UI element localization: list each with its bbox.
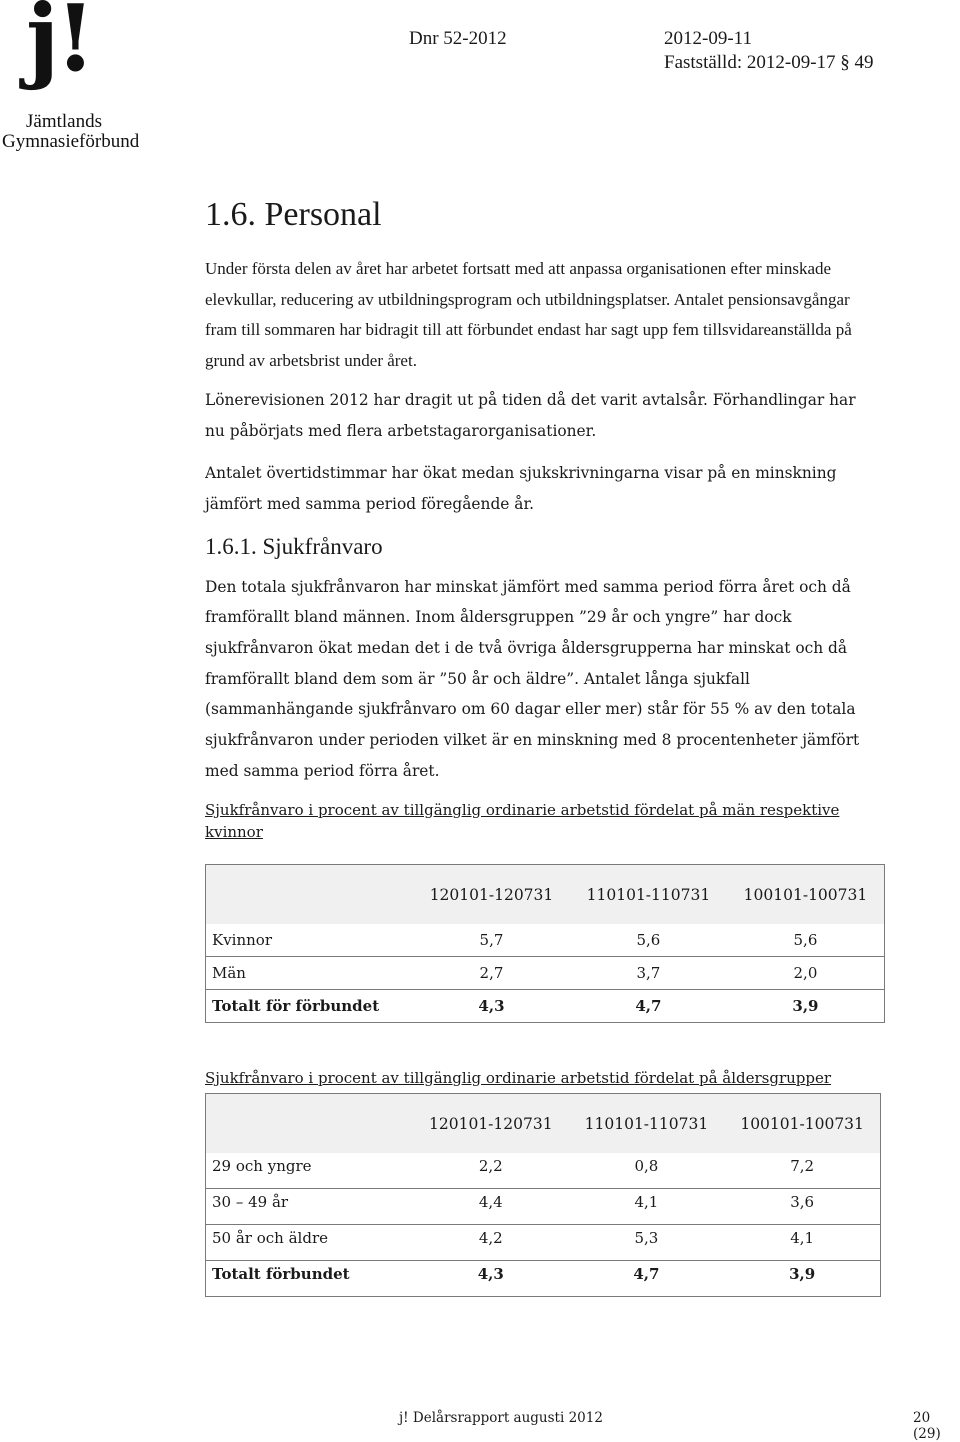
row-label: Totalt förbundet — [206, 1261, 414, 1297]
table-row — [206, 1189, 881, 1225]
table-row — [206, 957, 885, 990]
cell-value: 7,2 — [724, 1153, 880, 1189]
column-header: 120101-120731 — [413, 1094, 569, 1154]
cell-value: 5,3 — [569, 1225, 725, 1261]
column-header: 110101-110731 — [569, 1094, 725, 1154]
cell-value: 4,3 — [413, 990, 570, 1023]
cell-value: 3,9 — [724, 1261, 880, 1297]
paragraph-sick-leave: Den totala sjukfrånvaron har minskat jämfört med samma period förra året och då framförallt bland männen. Inom åldersgruppen ”29 år och yngre” har dock sjukfrånvaron ökat medan det i de två övriga åldersgrupperna har minskat och då framförallt bland dem som är ”50 år och äldre”. Antalet långa sjukfall (sammanhängande sjukfrånvaro om 60 dagar eller mer) står för 55 % av den totala sjukfrånvaron under perioden vilket är en minskning med 8 procentenheter jämfört med samma period förra året. — [205, 577, 860, 780]
table-row — [206, 1225, 881, 1261]
column-header: 100101-100731 — [727, 865, 885, 925]
cell-value: 4,1 — [569, 1189, 725, 1225]
cell-value: 4,1 — [724, 1225, 880, 1261]
cell-value: 4,3 — [413, 1261, 569, 1297]
logo-name-line2: Gymnasieförbund — [2, 131, 140, 152]
cell-value: 4,7 — [570, 990, 727, 1023]
adopted-date: Fastställd: 2012-09-17 § 49 — [664, 52, 874, 73]
table-header-row — [206, 1094, 881, 1154]
cell-value: 2,7 — [413, 957, 570, 990]
row-label: 50 år och äldre — [206, 1225, 414, 1261]
row-label: 29 och yngre — [206, 1153, 414, 1189]
table-header-row — [206, 865, 885, 925]
document-date: 2012-09-11 — [664, 28, 752, 49]
cell-value: 3,9 — [727, 990, 885, 1023]
paragraph-salary-revision: Lönerevisionen 2012 har dragit ut på tiden då det varit avtalsår. Förhandlingar har nu påbörjats med flera arbetstagarorganisationer. — [205, 390, 856, 440]
row-label: Kvinnor — [206, 924, 414, 957]
footer-report-title: j! Delårsrapport augusti 2012 — [399, 1410, 603, 1426]
table-row — [206, 1153, 881, 1189]
column-header: 100101-100731 — [724, 1094, 880, 1154]
cell-value: 2,2 — [413, 1153, 569, 1189]
cell-value: 4,2 — [413, 1225, 569, 1261]
cell-value: 2,0 — [727, 957, 885, 990]
cell-value: 3,7 — [570, 957, 727, 990]
sick-leave-age-table — [205, 1093, 881, 1297]
organization-logo — [0, 0, 150, 160]
table2-caption: Sjukfrånvaro i procent av tillgänglig ordinarie arbetstid fördelat på åldersgrupper — [205, 1069, 832, 1087]
document-number: Dnr 52-2012 — [409, 28, 507, 49]
table-header-empty — [206, 865, 414, 925]
table-header-empty — [206, 1094, 414, 1154]
table-total-row — [206, 990, 885, 1023]
cell-value: 4,7 — [569, 1261, 725, 1297]
cell-value: 5,6 — [727, 924, 885, 957]
subsection-title: 1.6.1. Sjukfrånvaro — [205, 533, 383, 559]
cell-value: 0,8 — [569, 1153, 725, 1189]
column-header: 110101-110731 — [570, 865, 727, 925]
section-title: 1.6. Personal — [205, 196, 382, 233]
main-content — [205, 196, 870, 843]
row-label: 30 – 49 år — [206, 1189, 414, 1225]
page-number: 20 (29) — [913, 1410, 941, 1442]
row-label: Män — [206, 957, 414, 990]
cell-value: 5,6 — [570, 924, 727, 957]
table1-caption: Sjukfrånvaro i procent av tillgänglig ordinarie arbetstid fördelat på män respektive kvinnor — [205, 800, 840, 841]
paragraph-overtime: Antalet övertidstimmar har ökat medan sjukskrivningarna visar på en minskning jämfört med samma period föregående år. — [205, 464, 837, 513]
logo-mark: j! — [26, 0, 92, 92]
cell-value: 3,6 — [724, 1189, 880, 1225]
cell-value: 4,4 — [413, 1189, 569, 1225]
paragraph-organisation: Under första delen av året har arbetet fortsatt med att anpassa organisationen efter minskade elevkullar, reducering av utbildningsprogram och utbildningsplatser. Antalet pensionsavgångar fram till sommaren har bidragit till att förbundet endast har sagt upp fem tillsvidareanställda på grund av arbetsbrist under året. — [205, 259, 852, 371]
logo-name-line1: Jämtlands — [26, 111, 102, 132]
sick-leave-gender-table — [205, 864, 885, 1023]
cell-value: 5,7 — [413, 924, 570, 957]
table-row — [206, 924, 885, 957]
row-label: Totalt för förbundet — [206, 990, 414, 1023]
table-total-row — [206, 1261, 881, 1297]
column-header: 120101-120731 — [413, 865, 570, 925]
